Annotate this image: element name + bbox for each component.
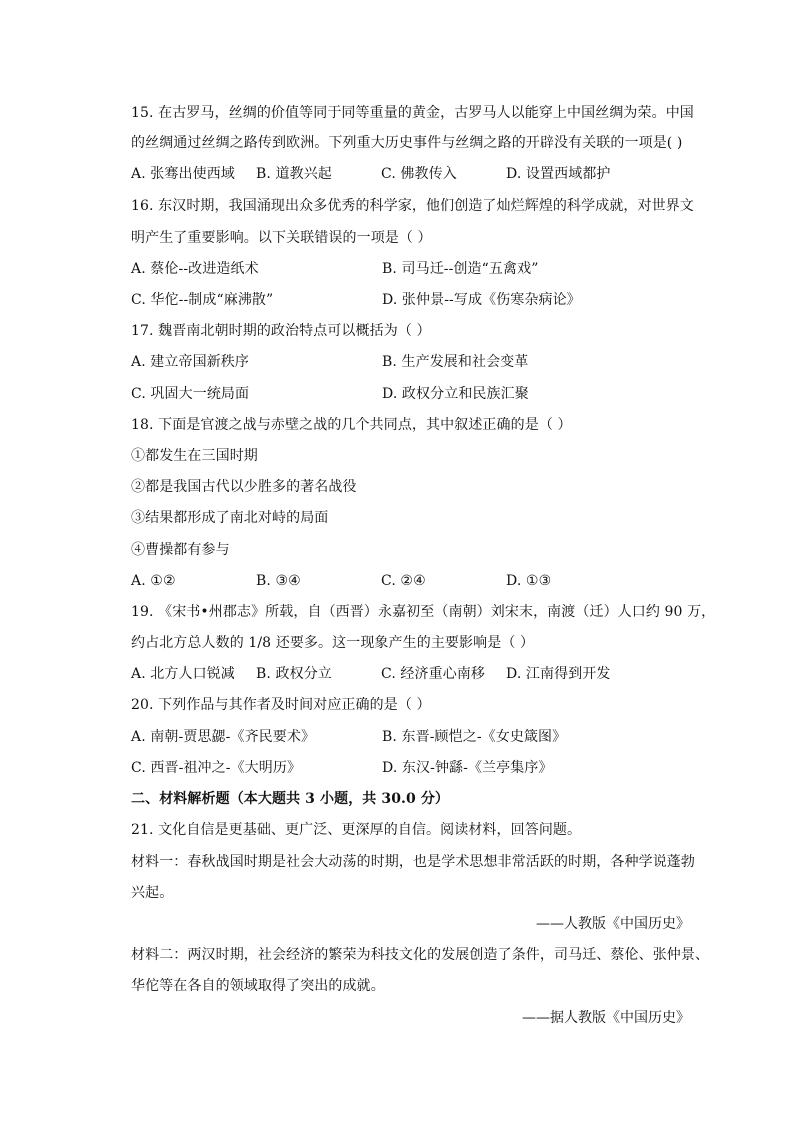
q18-item-3: ③结果都形成了南北对峙的局面	[131, 510, 329, 526]
q15-options	[131, 164, 705, 184]
q18-option-a: A. ①②	[131, 573, 176, 589]
q16-option-d: D. 张仲景--写成《伤寒杂病论》	[382, 292, 581, 308]
section-2-heading: 二、材料解析题（本大题共 3 小题，共 30.0 分）	[131, 791, 450, 807]
q17-options-row1	[131, 352, 705, 372]
q19-option-d: D. 江南得到开发	[506, 666, 611, 682]
q21-material2-source: ——据人教版《中国历史》	[522, 1010, 690, 1026]
q16-options-row1	[131, 259, 705, 279]
q15-option-b: B. 道教兴起	[256, 166, 332, 182]
q18-option-d: D. ①③	[506, 573, 552, 589]
q15-stem-line2: 的丝绸通过丝绸之路传到欧洲。下列重大历史事件与丝绸之路的开辟没有关联的一项是( )	[131, 135, 683, 151]
q21-stem: 21. 文化自信是更基础、更广泛、更深厚的自信。阅读材料，回答问题。	[131, 822, 582, 838]
q16-option-a: A. 蔡伦--改进造纸术	[131, 261, 259, 277]
q20-option-c: C. 西晋-祖冲之-《大明历》	[131, 760, 302, 776]
q17-option-a: A. 建立帝国新秩序	[131, 354, 250, 370]
q15-option-a: A. 张骞出使西域	[131, 166, 235, 182]
q16-stem-line2: 明产生了重要影响。以下关联错误的一项是（ ）	[131, 230, 432, 246]
q18-item-2: ②都是我国古代以少胜多的著名战役	[131, 479, 357, 495]
q20-option-d: D. 东汉-钟繇-《兰亭集序》	[382, 760, 553, 776]
q17-option-b: B. 生产发展和社会变革	[382, 354, 529, 370]
q20-option-b: B. 东晋-顾恺之-《女史箴图》	[382, 729, 567, 745]
q15-option-c: C. 佛教传入	[381, 166, 457, 182]
q20-stem: 20. 下列作品与其作者及时间对应正确的是（ ）	[131, 697, 431, 713]
q20-options-row1	[131, 727, 705, 747]
q21-material2-line2: 华佗等在各自的领域取得了突出的成就。	[131, 978, 385, 994]
q18-stem: 18. 下面是官渡之战与赤壁之战的几个共同点，其中叙述正确的是（ ）	[131, 417, 572, 433]
q16-option-b: B. 司马迁--创造“五禽戏”	[382, 261, 539, 277]
q19-stem-line1: 19. 《宋书•州郡志》所载，自（西晋）永嘉初至（南朝）刘宋末，南渡（迁）人口约 90 万，	[131, 604, 716, 620]
q18-item-4: ④曹操都有参与	[131, 542, 230, 558]
q19-option-c: C. 经济重心南移	[381, 666, 486, 682]
q18-option-b: B. ③④	[256, 573, 301, 589]
q19-option-a: A. 北方人口锐减	[131, 666, 235, 682]
q17-options-row2	[131, 384, 705, 404]
q21-material1-source: ——人教版《中国历史》	[536, 916, 690, 932]
q18-item-1: ①都发生在三国时期	[131, 448, 258, 464]
q21-material1-line2: 兴起。	[131, 885, 174, 901]
q21-material2-line1: 材料二：两汉时期，社会经济的繁荣为科技文化的发展创造了条件，司马迁、蔡伦、张仲景、	[131, 947, 710, 963]
q16-stem-line1: 16. 东汉时期，我国涌现出众多优秀的科学家，他们创造了灿烂辉煌的科学成就，对世界文	[131, 198, 694, 214]
q18-option-c: C. ②④	[381, 573, 426, 589]
q21-material1-line1: 材料一：春秋战国时期是社会大动荡的时期，也是学术思想非常活跃的时期，各种学说蓬勃	[131, 854, 695, 870]
q16-option-c: C. 华佗--制成“麻沸散”	[131, 292, 274, 308]
q19-options	[131, 664, 705, 684]
q19-stem-line2: 约占北方总人数的 1/8 还要多。这一现象产生的主要影响是（ ）	[131, 635, 535, 651]
q20-option-a: A. 南朝-贾思勰-《齐民要术》	[131, 729, 316, 745]
q15-stem-line1: 15. 在古罗马，丝绸的价值等同于同等重量的黄金，古罗马人以能穿上中国丝绸为荣。中国	[131, 105, 694, 121]
q15-option-d: D. 设置西域都护	[506, 166, 611, 182]
q18-options	[131, 571, 705, 591]
q16-options-row2	[131, 290, 705, 310]
q20-options-row2	[131, 758, 705, 778]
q19-option-b: B. 政权分立	[256, 666, 332, 682]
q17-option-d: D. 政权分立和民族汇聚	[382, 386, 529, 402]
q17-option-c: C. 巩固大一统局面	[131, 386, 250, 402]
q17-stem: 17. 魏晋南北朝时期的政治特点可以概括为（ ）	[131, 323, 431, 339]
